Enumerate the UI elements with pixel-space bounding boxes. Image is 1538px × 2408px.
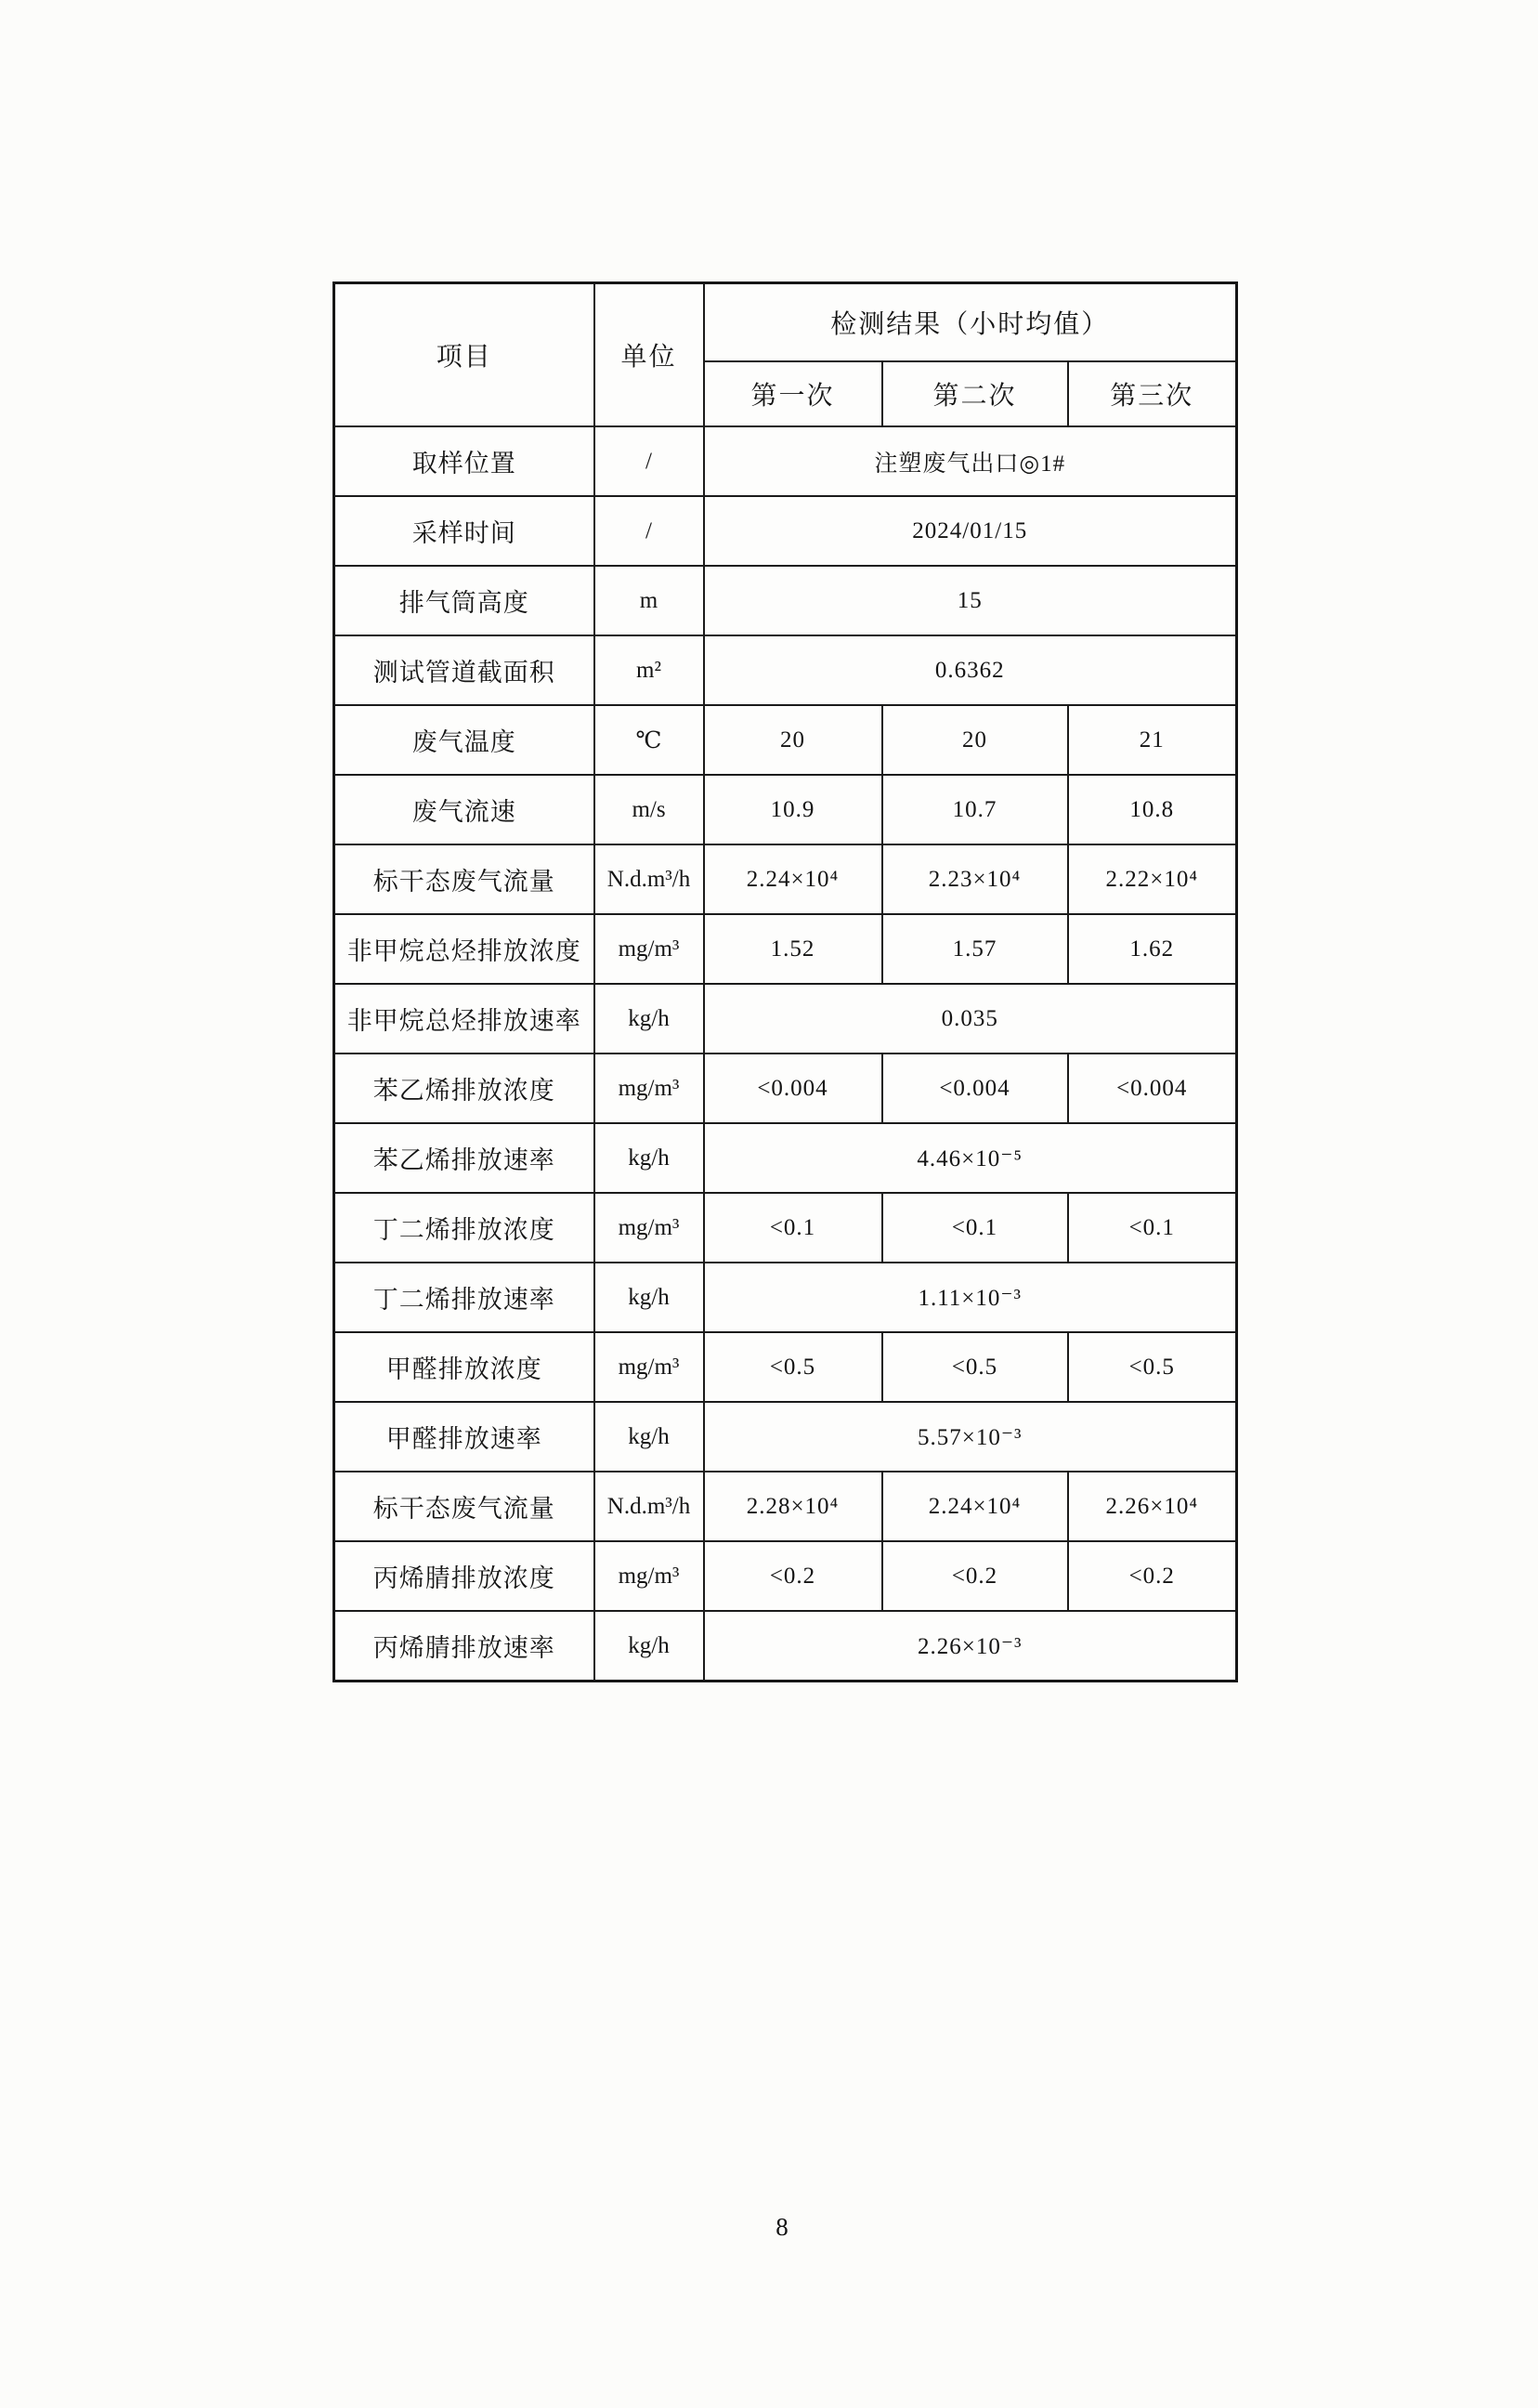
page-number: 8 <box>776 2213 789 2241</box>
row-unit-cell: kg/h <box>594 984 704 1054</box>
row-unit-cell: m <box>594 566 704 635</box>
row-label-cell: 标干态废气流量 <box>334 844 594 914</box>
row-label-cell: 取样位置 <box>334 426 594 496</box>
row-label-cell: 丁二烯排放浓度 <box>334 1193 594 1263</box>
row-label-cell: 苯乙烯排放浓度 <box>334 1054 594 1123</box>
row-value-cell: 2.22×10⁴ <box>1068 844 1237 914</box>
table-row <box>334 914 1237 984</box>
row-unit-cell: N.d.m³/h <box>594 1472 704 1541</box>
row-label-cell: 甲醛排放速率 <box>334 1402 594 1472</box>
row-unit-cell: m/s <box>594 775 704 844</box>
row-unit-cell: ℃ <box>594 705 704 775</box>
row-value-cell: <0.1 <box>704 1193 882 1263</box>
row-value-cell: <0.1 <box>882 1193 1068 1263</box>
header-row-1 <box>334 283 1237 362</box>
row-value-cell: 10.8 <box>1068 775 1237 844</box>
table-row <box>334 775 1237 844</box>
table-row <box>334 635 1237 705</box>
row-value-span-cell: 5.57×10⁻³ <box>704 1402 1237 1472</box>
row-unit-cell: mg/m³ <box>594 1541 704 1611</box>
col-header-result-group: 检测结果（小时均值） <box>704 283 1237 362</box>
row-unit-cell: mg/m³ <box>594 1193 704 1263</box>
row-unit-cell: m² <box>594 635 704 705</box>
row-value-span-cell: 2024/01/15 <box>704 496 1237 566</box>
row-unit-cell: mg/m³ <box>594 1054 704 1123</box>
table-row <box>334 1123 1237 1193</box>
table-row <box>334 1193 1237 1263</box>
row-value-cell: 20 <box>704 705 882 775</box>
row-label-cell: 丙烯腈排放浓度 <box>334 1541 594 1611</box>
row-value-cell: 2.24×10⁴ <box>882 1472 1068 1541</box>
row-value-cell: <0.004 <box>1068 1054 1237 1123</box>
report-table-container <box>332 281 1235 1682</box>
table-row <box>334 1054 1237 1123</box>
table-row <box>334 844 1237 914</box>
row-label-cell: 丙烯腈排放速率 <box>334 1611 594 1682</box>
row-label-cell: 采样时间 <box>334 496 594 566</box>
row-value-cell: 21 <box>1068 705 1237 775</box>
row-value-cell: 2.24×10⁴ <box>704 844 882 914</box>
row-unit-cell: N.d.m³/h <box>594 844 704 914</box>
table-row <box>334 496 1237 566</box>
row-value-cell: <0.004 <box>882 1054 1068 1123</box>
row-value-cell: 2.28×10⁴ <box>704 1472 882 1541</box>
row-value-span-cell: 1.11×10⁻³ <box>704 1263 1237 1332</box>
row-label-cell: 标干态废气流量 <box>334 1472 594 1541</box>
row-value-cell: <0.2 <box>882 1541 1068 1611</box>
row-value-cell: 10.7 <box>882 775 1068 844</box>
row-value-cell: <0.1 <box>1068 1193 1237 1263</box>
row-value-cell: 10.9 <box>704 775 882 844</box>
col-header-run-2: 第二次 <box>882 361 1068 426</box>
row-value-cell: <0.5 <box>882 1332 1068 1402</box>
col-header-item: 项目 <box>334 283 594 427</box>
table-row <box>334 1611 1237 1682</box>
row-value-cell: <0.5 <box>1068 1332 1237 1402</box>
col-header-unit: 单位 <box>594 283 704 427</box>
row-value-cell: 1.52 <box>704 914 882 984</box>
row-value-span-cell: 2.26×10⁻³ <box>704 1611 1237 1682</box>
col-header-run-3: 第三次 <box>1068 361 1237 426</box>
table-row <box>334 426 1237 496</box>
table-row <box>334 1402 1237 1472</box>
row-label-cell: 非甲烷总烃排放浓度 <box>334 914 594 984</box>
row-label-cell: 甲醛排放浓度 <box>334 1332 594 1402</box>
row-label-cell: 非甲烷总烃排放速率 <box>334 984 594 1054</box>
row-value-span-cell: 4.46×10⁻⁵ <box>704 1123 1237 1193</box>
row-value-cell: 2.26×10⁴ <box>1068 1472 1237 1541</box>
row-unit-cell: mg/m³ <box>594 914 704 984</box>
row-unit-cell: kg/h <box>594 1402 704 1472</box>
table-row <box>334 1332 1237 1402</box>
row-label-cell: 丁二烯排放速率 <box>334 1263 594 1332</box>
table-row <box>334 1541 1237 1611</box>
table-row <box>334 984 1237 1054</box>
row-value-cell: <0.2 <box>704 1541 882 1611</box>
row-unit-cell: kg/h <box>594 1123 704 1193</box>
row-unit-cell: / <box>594 496 704 566</box>
row-label-cell: 测试管道截面积 <box>334 635 594 705</box>
table-row <box>334 1472 1237 1541</box>
row-label-cell: 苯乙烯排放速率 <box>334 1123 594 1193</box>
row-unit-cell: mg/m³ <box>594 1332 704 1402</box>
row-value-span-cell: 0.6362 <box>704 635 1237 705</box>
row-unit-cell: / <box>594 426 704 496</box>
row-value-cell: <0.2 <box>1068 1541 1237 1611</box>
row-value-span-cell: 注塑废气出口◎1# <box>704 426 1237 496</box>
results-table <box>332 281 1238 1682</box>
row-unit-cell: kg/h <box>594 1611 704 1682</box>
row-value-cell: <0.004 <box>704 1054 882 1123</box>
row-label-cell: 废气流速 <box>334 775 594 844</box>
col-header-run-1: 第一次 <box>704 361 882 426</box>
row-unit-cell: kg/h <box>594 1263 704 1332</box>
row-value-span-cell: 0.035 <box>704 984 1237 1054</box>
row-value-cell: 1.62 <box>1068 914 1237 984</box>
row-label-cell: 废气温度 <box>334 705 594 775</box>
table-row <box>334 1263 1237 1332</box>
row-value-cell: 20 <box>882 705 1068 775</box>
row-label-cell: 排气筒高度 <box>334 566 594 635</box>
table-row <box>334 566 1237 635</box>
row-value-cell: 2.23×10⁴ <box>882 844 1068 914</box>
table-row <box>334 705 1237 775</box>
row-value-span-cell: 15 <box>704 566 1237 635</box>
row-value-cell: <0.5 <box>704 1332 882 1402</box>
table-body <box>334 426 1237 1682</box>
row-value-cell: 1.57 <box>882 914 1068 984</box>
